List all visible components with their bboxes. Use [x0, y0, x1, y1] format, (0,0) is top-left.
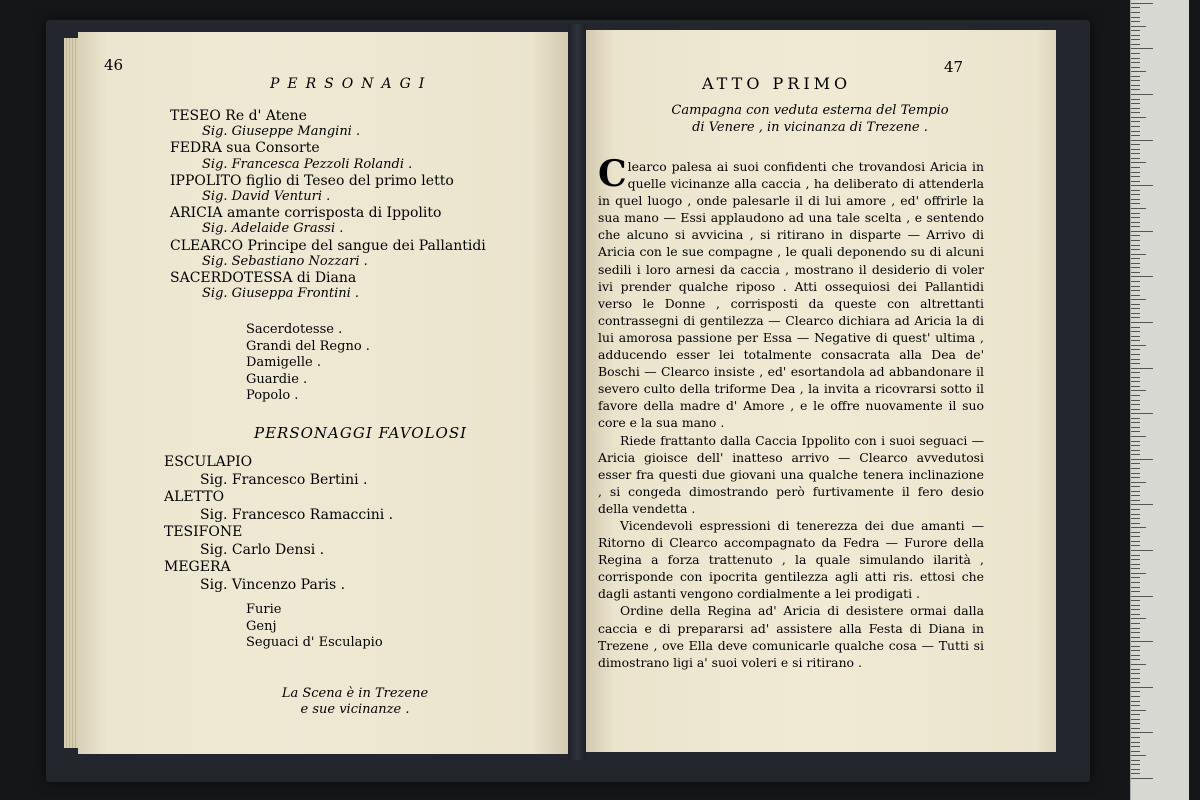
- ruler-tick: [1131, 89, 1140, 90]
- ruler-tick: [1131, 336, 1140, 337]
- ruler-tick: [1131, 213, 1140, 214]
- cast-singer: Sig. Adelaide Grassi .: [202, 221, 344, 237]
- ruler-tick: [1131, 80, 1140, 81]
- ruler-tick: [1131, 21, 1140, 22]
- ruler-tick: [1131, 486, 1140, 487]
- ruler-tick: [1131, 62, 1140, 63]
- page-number-left: 46: [104, 56, 124, 74]
- ruler-tick: [1131, 596, 1153, 597]
- ruler-tick: [1131, 377, 1140, 378]
- ruler-tick: [1131, 732, 1153, 733]
- ruler-tick: [1131, 527, 1146, 528]
- ruler-tick: [1131, 85, 1140, 86]
- ruler-tick: [1131, 459, 1153, 460]
- scene-setting: [620, 102, 1000, 136]
- ruler-tick: [1131, 418, 1140, 419]
- ruler-tick: [1131, 176, 1140, 177]
- ruler-tick: [1131, 363, 1140, 364]
- ruler-tick: [1131, 587, 1140, 588]
- scene-line: e sue vicinanze .: [300, 702, 410, 717]
- ruler-tick: [1131, 559, 1140, 560]
- ruler-tick: [1131, 427, 1140, 428]
- chorus-item: Seguaci d' Esculapio: [246, 635, 383, 651]
- ruler-tick: [1131, 755, 1146, 756]
- ruler-tick: [1131, 751, 1140, 752]
- ruler-tick: [1131, 354, 1140, 355]
- ruler-tick: [1131, 71, 1146, 72]
- ruler-tick: [1131, 3, 1153, 4]
- ruler-tick: [1131, 144, 1140, 145]
- ruler-tick: [1131, 386, 1140, 387]
- ruler-tick: [1131, 199, 1140, 200]
- ruler-tick: [1131, 577, 1140, 578]
- ruler-tick: [1131, 30, 1140, 31]
- ruler-tick: [1131, 746, 1140, 747]
- ruler-tick: [1131, 108, 1140, 109]
- ruler-tick: [1131, 682, 1140, 683]
- ruler-tick: [1131, 514, 1140, 515]
- ruler-tick: [1131, 249, 1140, 250]
- cast-singer: Sig. Vincenzo Paris .: [200, 576, 346, 593]
- cast-singer: Sig. David Venturi .: [202, 189, 331, 205]
- ruler-tick: [1131, 203, 1140, 204]
- ruler-tick: [1131, 99, 1140, 100]
- ruler-tick: [1131, 258, 1140, 259]
- ruler-tick: [1131, 714, 1140, 715]
- cast-role: TESIFONE: [164, 524, 243, 540]
- ruler-tick: [1131, 545, 1140, 546]
- cast-singer: Sig. Francesca Pezzoli Rolandi .: [202, 156, 413, 172]
- ruler-tick: [1131, 254, 1146, 255]
- ruler-tick: [1131, 35, 1140, 36]
- ruler-tick: [1131, 659, 1140, 660]
- ruler-tick: [1131, 231, 1153, 232]
- page-number-right: 47: [944, 58, 964, 76]
- ruler-tick: [1131, 687, 1153, 688]
- ruler-tick: [1131, 76, 1140, 77]
- fabulous-chorus-list: [246, 602, 383, 652]
- cast-singer: Sig. Carlo Densi .: [200, 541, 325, 558]
- chorus-list: [246, 322, 370, 405]
- ruler-tick: [1131, 646, 1140, 647]
- ruler-tick: [1131, 235, 1140, 236]
- ruler-tick: [1131, 632, 1140, 633]
- ruler-tick: [1131, 482, 1146, 483]
- ruler-tick: [1131, 728, 1140, 729]
- ruler-tick: [1131, 568, 1140, 569]
- drop-cap: C: [598, 153, 627, 195]
- chorus-item: Damigelle .: [246, 355, 321, 371]
- ruler-tick: [1131, 691, 1140, 692]
- ruler-tick: [1131, 669, 1140, 670]
- cast-singer: Sig. Giuseppe Mangini .: [202, 124, 361, 140]
- fabulous-cast-list: [164, 454, 544, 594]
- ruler-tick: [1131, 17, 1140, 18]
- ruler-tick: [1131, 44, 1140, 45]
- ruler-tick: [1131, 431, 1140, 432]
- ruler-tick: [1131, 286, 1140, 287]
- ruler-tick: [1131, 441, 1140, 442]
- ruler-tick: [1131, 121, 1140, 122]
- ruler-tick: [1131, 605, 1140, 606]
- ruler-tick: [1131, 381, 1140, 382]
- ruler-tick: [1131, 555, 1140, 556]
- measuring-ruler: [1130, 0, 1189, 800]
- chorus-item: Popolo .: [246, 388, 299, 404]
- ruler-tick: [1131, 194, 1140, 195]
- ruler-tick: [1131, 26, 1146, 27]
- act-body: [598, 153, 984, 671]
- ruler-tick: [1131, 267, 1140, 268]
- ruler-tick: [1131, 623, 1140, 624]
- cast-singer: Sig. Francesco Bertini .: [200, 471, 368, 488]
- ruler-tick: [1131, 185, 1153, 186]
- ruler-tick: [1131, 395, 1140, 396]
- ruler-tick: [1131, 313, 1140, 314]
- ruler-tick: [1131, 39, 1140, 40]
- ruler-tick: [1131, 723, 1140, 724]
- ruler-tick: [1131, 135, 1140, 136]
- ruler-tick: [1131, 7, 1140, 8]
- cast-role: ALETTO: [164, 489, 225, 505]
- ruler-tick: [1131, 473, 1140, 474]
- ruler-tick: [1131, 281, 1140, 282]
- paragraph: Vicendevoli espressioni di tenerezza dei due amanti — Ritorno di Clearco accompagnato da Fedra — Furore della Regina a forza trattenuto , la quale simulando ilarità , corrisponde con ipocrita gentilezza agli atti ris. ettosi che dagli astanti vengono cordialmente a lei prodigati .: [598, 517, 984, 602]
- ruler-tick: [1131, 673, 1140, 674]
- ruler-tick: [1131, 655, 1140, 656]
- ruler-tick: [1131, 263, 1140, 264]
- ruler-tick: [1131, 409, 1140, 410]
- ruler-tick: [1131, 495, 1140, 496]
- ruler-tick: [1131, 327, 1140, 328]
- ruler-tick: [1131, 650, 1140, 651]
- cast-role: MEGERA: [164, 559, 231, 575]
- ruler-tick: [1131, 760, 1140, 761]
- ruler-tick: [1131, 719, 1140, 720]
- ruler-tick: [1131, 413, 1153, 414]
- ruler-tick: [1131, 582, 1140, 583]
- ruler-tick: [1131, 359, 1140, 360]
- ruler-tick: [1131, 117, 1146, 118]
- cast-singer: Sig. Francesco Ramaccini .: [200, 506, 394, 523]
- setting-line: Campagna con veduta esterna del Tempio: [671, 103, 949, 118]
- scene-location: [230, 686, 480, 718]
- cast-role: TESEO Re d' Atene: [170, 108, 307, 124]
- ruler-tick: [1131, 340, 1140, 341]
- ruler-tick: [1131, 222, 1140, 223]
- ruler-tick: [1131, 276, 1153, 277]
- ruler-tick: [1131, 153, 1140, 154]
- ruler-tick: [1131, 463, 1140, 464]
- paragraph: Ordine della Regina ad' Aricia di desistere ormai dalla caccia e di prepararsi ad' assistere alla Festa di Diana in Trezene , ove Ella deve comunicarle qualche cosa — Tutti si dimostrano ligi a' suoi voleri e si ritirano .: [598, 603, 984, 670]
- cast-role: ARICIA amante corrisposta di Ippolito: [170, 205, 442, 222]
- ruler-tick: [1131, 445, 1140, 446]
- chorus-item: Grandi del Regno .: [246, 338, 370, 354]
- ruler-tick: [1131, 468, 1140, 469]
- ruler-tick: [1131, 550, 1153, 551]
- ruler-tick: [1131, 372, 1140, 373]
- ruler-tick: [1131, 769, 1140, 770]
- paragraph-text: learco palesa ai suoi confidenti che trovandosi Aricia in quelle vicinanze alla caccia , ha deliberato di attenderla in quel luogo , onde palesarle il di lui amore , ed' offrirle la sua mano — Essi applaudono ad una tale scelta , e sentendo che alcuno si avvicina , si ritirano in disparte — Arrivo di Aricia con le sue compagne , le quali deponendo su di alcuni sedili i loro arnesi da caccia , mostrano il desiderio di voler ivi prender qualche riposo . Atti ossequiosi dei Pallantidi verso le Donne , corrisposti da queste con altrettanti contrassegni di gentilezza — Clearco dichiara ad Aricia la di lui amorosa passione per Essa — Negative di quest' ultima , adducendo esser lei totalmente consacrata alla Dea de' Boschi — Clearco insiste , ed' esortandola ad abbandonare il severo culto della triforme Dea , la invita a ricovrarsi sotto il favore della madre d' Amore , e le offre nuovamente il suo core e la sua mano .: [598, 159, 984, 431]
- ruler-tick: [1131, 12, 1140, 13]
- book-gutter: [568, 24, 586, 760]
- ruler-tick: [1131, 637, 1140, 638]
- ruler-tick: [1131, 345, 1146, 346]
- ruler-tick: [1131, 705, 1140, 706]
- fabulous-heading: PERSONAGGI FAVOLOSI: [254, 424, 468, 442]
- setting-line: di Venere , in vicinanza di Trezene .: [692, 120, 928, 135]
- ruler-tick: [1131, 172, 1140, 173]
- ruler-tick: [1131, 208, 1146, 209]
- ruler-tick: [1131, 737, 1140, 738]
- ruler-tick: [1131, 696, 1140, 697]
- chorus-item: Furie: [246, 602, 282, 617]
- ruler-tick: [1131, 131, 1140, 132]
- chorus-item: Sacerdotesse .: [246, 322, 343, 337]
- ruler-tick: [1131, 217, 1140, 218]
- cast-list: [170, 108, 550, 302]
- ruler-tick: [1131, 390, 1146, 391]
- ruler-tick: [1131, 181, 1140, 182]
- ruler-tick: [1131, 272, 1140, 273]
- paragraph: Riede frattanto dalla Caccia Ippolito con i suoi seguaci — Aricia gioisce dell' inatteso arrivo — Clearco avvedutosi esser fra questi due giovani una qualche tenera inclinazione , si congeda dimostrando però furtivamente il fero desio della vendetta .: [598, 432, 984, 516]
- cast-heading: PERSONAGI: [270, 76, 433, 92]
- ruler-tick: [1131, 778, 1153, 779]
- ruler-tick: [1131, 541, 1140, 542]
- ruler-tick: [1131, 701, 1140, 702]
- ruler-tick: [1131, 573, 1146, 574]
- ruler-tick: [1131, 308, 1140, 309]
- paragraph: [598, 153, 984, 432]
- ruler-tick: [1131, 436, 1146, 437]
- ruler-tick: [1131, 290, 1140, 291]
- ruler-tick: [1131, 112, 1140, 113]
- ruler-tick: [1131, 742, 1140, 743]
- cast-role: SACERDOTESSA di Diana: [170, 270, 357, 287]
- scene-line: La Scena è in Trezene: [281, 686, 429, 701]
- ruler-tick: [1131, 304, 1140, 305]
- chorus-item: Genj: [246, 618, 277, 634]
- ruler-tick: [1131, 422, 1140, 423]
- ruler-tick: [1131, 450, 1140, 451]
- ruler-tick: [1131, 158, 1140, 159]
- ruler-tick: [1131, 226, 1140, 227]
- ruler-tick: [1131, 67, 1140, 68]
- cast-singer: Sig. Sebastiano Nozzari .: [202, 253, 368, 269]
- ruler-tick: [1131, 295, 1140, 296]
- act-heading: ATTO PRIMO: [702, 74, 852, 93]
- ruler-tick: [1131, 614, 1140, 615]
- ruler-tick: [1131, 678, 1140, 679]
- ruler-tick: [1131, 126, 1140, 127]
- ruler-tick: [1131, 368, 1153, 369]
- ruler-tick: [1131, 591, 1140, 592]
- ruler-tick: [1131, 641, 1153, 642]
- ruler-tick: [1131, 773, 1140, 774]
- ruler-tick: [1131, 322, 1153, 323]
- ruler-tick: [1131, 454, 1140, 455]
- cast-singer: Sig. Giuseppa Frontini .: [202, 286, 360, 302]
- ruler-tick: [1131, 53, 1140, 54]
- ruler-tick: [1131, 523, 1140, 524]
- ruler-tick: [1131, 245, 1140, 246]
- cast-role: FEDRA sua Consorte: [170, 140, 320, 157]
- ruler-tick: [1131, 58, 1140, 59]
- ruler-tick: [1131, 299, 1146, 300]
- ruler-tick: [1131, 600, 1140, 601]
- ruler-tick: [1131, 140, 1153, 141]
- ruler-tick: [1131, 491, 1140, 492]
- ruler-tick: [1131, 500, 1140, 501]
- ruler-tick: [1131, 477, 1140, 478]
- cast-role: IPPOLITO figlio di Teseo del primo letto: [170, 172, 454, 189]
- ruler-tick: [1131, 167, 1140, 168]
- ruler-tick: [1131, 400, 1140, 401]
- ruler-tick: [1131, 664, 1146, 665]
- ruler-tick: [1131, 162, 1146, 163]
- cast-role: CLEARCO Principe del sangue dei Pallantidi: [170, 237, 486, 254]
- chorus-item: Guardie .: [246, 371, 308, 387]
- ruler-tick: [1131, 103, 1140, 104]
- ruler-tick: [1131, 190, 1140, 191]
- ruler-tick: [1131, 48, 1153, 49]
- cast-role: ESCULAPIO: [164, 454, 253, 470]
- ruler-tick: [1131, 317, 1140, 318]
- ruler-tick: [1131, 628, 1140, 629]
- ruler-tick: [1131, 349, 1140, 350]
- ruler-tick: [1131, 710, 1146, 711]
- ruler-tick: [1131, 331, 1140, 332]
- ruler-tick: [1131, 518, 1140, 519]
- ruler-tick: [1131, 764, 1140, 765]
- ruler-tick: [1131, 504, 1153, 505]
- ruler-tick: [1131, 532, 1140, 533]
- ruler-tick: [1131, 94, 1153, 95]
- ruler-tick: [1131, 509, 1140, 510]
- ruler-tick: [1131, 564, 1140, 565]
- ruler-tick: [1131, 609, 1140, 610]
- ruler-tick: [1131, 404, 1140, 405]
- ruler-tick: [1131, 618, 1146, 619]
- ruler-tick: [1131, 149, 1140, 150]
- ruler-tick: [1131, 536, 1140, 537]
- ruler-tick: [1131, 240, 1140, 241]
